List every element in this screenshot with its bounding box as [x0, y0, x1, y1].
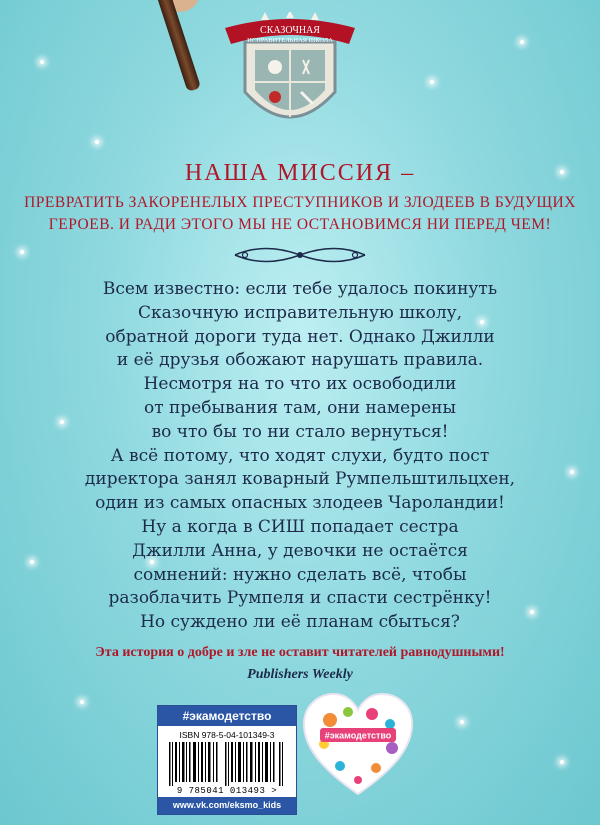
heart-badge	[300, 690, 416, 802]
crest-ribbon-line1: СКАЗОЧНАЯ	[260, 25, 320, 36]
barcode-icon	[167, 742, 287, 786]
vk-link[interactable]: www.vk.com/eksmo_kids	[158, 797, 296, 814]
blurb-line: обратной дороги туда нет. Однако Джилли	[105, 326, 495, 347]
mission-line-2: ГЕРОЕВ. И РАДИ ЭТОГО МЫ НЕ ОСТАНОВИМСЯ НИ ПЕРЕД ЧЕМ!	[48, 216, 552, 233]
blurb-line: Всем известно: если тебе удалось покинуть	[102, 279, 498, 299]
barcode-hashtag: #экамодетство	[158, 706, 296, 726]
heart-hashtag: #экамодетство	[324, 730, 392, 741]
isbn-text: ISBN 978-5-04-101349-3	[179, 730, 275, 740]
blurb-line: директора занял коварный Румпельштильцхен,	[84, 469, 516, 490]
blurb-line: А всё потому, что ходят слухи, будто пост	[110, 445, 490, 466]
mission-title: НАША МИССИЯ –	[184, 160, 416, 186]
school-crest	[225, 12, 355, 142]
crest-ribbon-line2: ИСПРАВИТЕЛЬНАЯ ШКОЛА	[247, 37, 333, 44]
review-source: Publishers Weekly	[247, 667, 353, 682]
review-quote: Эта история о добре и зле не оставит читателей равнодушными!	[95, 645, 505, 660]
mission-line-1: ПРЕВРАТИТЬ ЗАКОРЕНЕЛЫХ ПРЕСТУПНИКОВ И ЗЛОДЕЕВ В БУДУЩИХ	[24, 194, 576, 211]
blurb-line: Джилли Анна, у девочки не остаётся	[132, 540, 468, 561]
barcode-digits: 9 785041 013493 >	[176, 786, 278, 796]
blurb-line: во что бы то ни стало вернуться!	[151, 421, 449, 442]
blurb-line: сомнений: нужно сделать всё, чтобы	[133, 564, 467, 585]
blurb-line: Но суждено ли её планам сбыться?	[140, 612, 460, 633]
blurb-line: Ну а когда в СИШ попадает сестра	[141, 516, 459, 537]
blurb-line: разоблачить Румпеля и спасти сестрёнку!	[108, 588, 492, 609]
blurb-line: и её друзья обожают нарушать правила.	[116, 350, 484, 371]
blurb-line: Сказочную исправительную школу,	[137, 302, 463, 323]
barcode-block	[157, 705, 297, 815]
blurb-text	[0, 278, 600, 635]
ornament-divider	[225, 240, 375, 270]
blurb-line: Несмотря на то что их освободили	[143, 374, 457, 395]
blurb-line: один из самых опасных злодеев Чароландии!	[95, 493, 505, 514]
blurb-line: от пребывания там, они намерены	[143, 397, 456, 418]
